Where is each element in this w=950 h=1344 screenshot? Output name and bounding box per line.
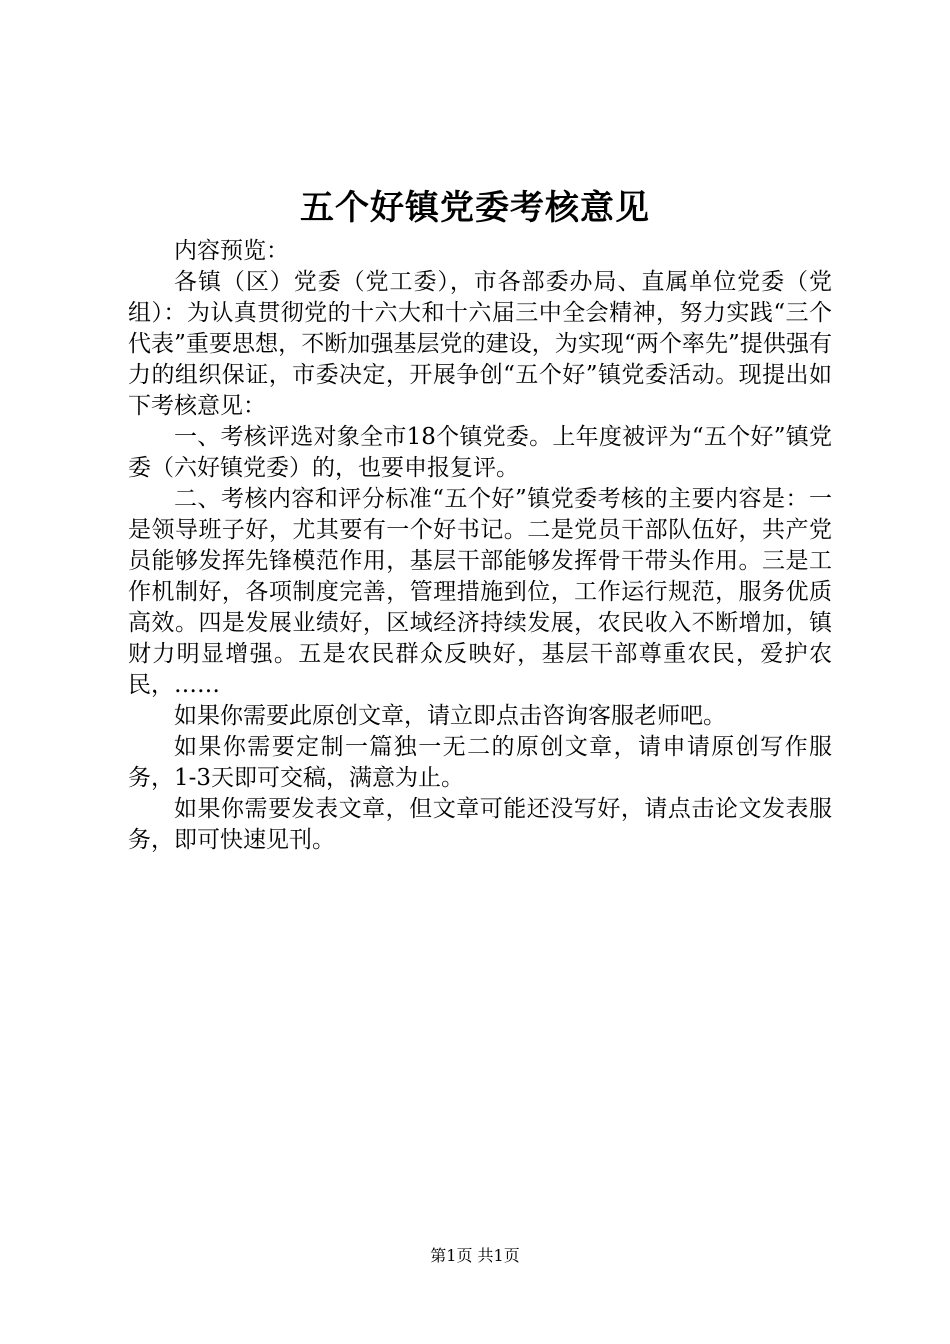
paragraph-publishing: 如果你需要发表文章，但文章可能还没写好，请点击论文发表服务，即可快速见刊。 — [128, 796, 832, 853]
paragraph-custom-writing: 如果你需要定制一篇独一无二的原创文章，请申请原创写作服务，1-3天即可交稿，满意为止。 — [128, 734, 832, 791]
page-number-footer: 第1页 共1页 — [430, 1246, 520, 1265]
paragraph-contact-service: 如果你需要此原创文章，请立即点击咨询客服老师吧。 — [174, 703, 726, 729]
preview-label: 内容预览： — [174, 238, 289, 264]
document-title: 五个好镇党委考核意见 — [300, 188, 650, 228]
paragraph-section-1: 一、考核评选对象全市18个镇党委。上年度被评为“五个好”镇党委（六好镇党委）的，也要申报复评。 — [128, 424, 832, 481]
document-body — [128, 236, 832, 856]
paragraph-intro: 各镇（区）党委（党工委），市各部委办局、直属单位党委（党组）：为认真贯彻党的十六大和十六届三中全会精神，努力实践“三个代表”重要思想，不断加强基层党的建设，为实现“两个率先”提供强有力的组织保证，市委决定，开展争创“五个好”镇党委活动。现提出如下考核意见： — [128, 269, 832, 419]
paragraph-section-2: 二、考核内容和评分标准“五个好”镇党委考核的主要内容是：一是领导班子好，尤其要有一个好书记。二是党员干部队伍好，共产党员能够发挥先锋模范作用，基层干部能够发挥骨干带头作用。三是工作机制好，各项制度完善，管理措施到位，工作运行规范，服务优质高效。四是发展业绩好，区域经济持续发展，农民收入不断增加，镇财力明显增强。五是农民群众反映好，基层干部尊重农民，爱护农民，…… — [128, 486, 832, 698]
